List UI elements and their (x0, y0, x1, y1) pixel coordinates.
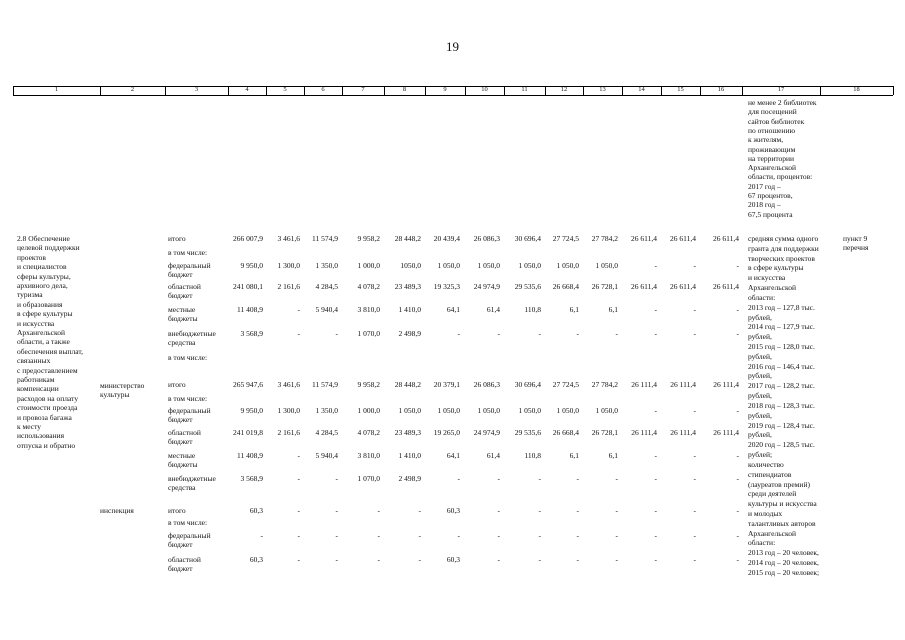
table-cell: - (497, 555, 500, 564)
measure-name-line: к месту (17, 422, 42, 431)
measure-name-line: работникам (17, 375, 55, 384)
indicator-line: и искусства (748, 273, 786, 283)
row-label: областной (168, 555, 201, 564)
indicator-line: культуры и искусства (748, 499, 817, 509)
indicator-line: и молодых (748, 508, 783, 518)
table-cell: 4 078,2 (357, 282, 380, 291)
table-cell: - (736, 451, 739, 460)
indicator-line: гранта для поддержки (748, 243, 819, 253)
table-cell: - (497, 329, 500, 338)
table-cell: - (736, 506, 739, 515)
table-cell: 26 728,1 (591, 428, 618, 437)
table-cell: 28 448,2 (394, 234, 421, 243)
column-number-9: 9 (443, 86, 447, 93)
table-cell: 26 611,4 (631, 282, 657, 291)
indicator-line: рублей, (748, 410, 772, 420)
table-cell: 3 461,6 (277, 234, 300, 243)
indicator-line: рублей; (748, 450, 773, 460)
table-cell: - (297, 531, 300, 540)
measure-name-line: с предоставлением (17, 365, 78, 375)
table-cell: 26 111,4 (670, 380, 696, 389)
table-cell: 1 050,0 (398, 406, 421, 415)
table-cell: 5 940,4 (315, 305, 338, 314)
table-cell: 64,1 (446, 451, 460, 460)
table-cell: - (615, 329, 618, 338)
measure-name-line: Архангельской (17, 328, 65, 337)
indicator-line: области: (748, 292, 776, 302)
table-cell: 2 161,6 (277, 282, 300, 291)
table-cell: - (576, 329, 579, 338)
table-cell: - (377, 555, 380, 564)
column-number-11: 11 (521, 86, 528, 93)
indicator-continuation-line: области, процентов: (748, 172, 813, 182)
table-cell: - (457, 329, 460, 338)
table-cell: - (654, 531, 657, 540)
indicator-line: 2013 год – 127,8 тыс. (748, 302, 815, 312)
row-label: в том числе: (168, 518, 208, 527)
table-cell: 26 611,4 (631, 234, 657, 243)
table-cell: 3 568,9 (240, 474, 263, 483)
measure-name-line: области, а также (17, 337, 70, 347)
measure-name-line: расходов на оплату (17, 393, 79, 403)
column-number-7: 7 (361, 86, 365, 93)
table-cell: 24 974,9 (473, 428, 500, 437)
table-cell: 6,1 (569, 451, 579, 460)
table-cell: - (418, 555, 421, 564)
table-cell: 2 161,6 (277, 428, 300, 437)
row-label: в том числе: (168, 353, 208, 362)
table-cell: 26 086,3 (473, 234, 500, 243)
indicator-line: средняя сумма одного (748, 234, 819, 243)
table-cell: 1 050,0 (518, 406, 541, 415)
table-cell: - (418, 506, 421, 515)
indicator-line: Архангельской (748, 528, 796, 538)
table-cell: 241 080,1 (233, 282, 263, 291)
row-label: областной (168, 282, 201, 291)
table-cell: 23 489,3 (394, 282, 421, 291)
table-cell: 1 000,0 (357, 406, 380, 415)
indicator-line: Архангельской (748, 283, 796, 293)
row-label: федеральный (168, 406, 211, 415)
table-cell: 1 050,0 (477, 406, 500, 415)
column-number-12: 12 (560, 86, 568, 93)
table-cell: - (736, 406, 739, 415)
indicator-continuation-line: 67,5 процента (748, 209, 793, 219)
indicator-line: 2016 год – 146,4 тыс. (748, 361, 815, 371)
table-cell: - (693, 451, 696, 460)
indicator-line: 2020 год – 128,5 тыс. (748, 440, 815, 450)
measure-name-line: сферы культуры, (17, 271, 71, 281)
page-number: 19 (446, 39, 459, 54)
table-cell: 24 974,9 (473, 282, 500, 291)
table-cell: 9 950,0 (240, 261, 263, 270)
table-cell: 1 050,0 (437, 406, 460, 415)
measure-name-line: проектов (17, 252, 46, 262)
indicator-line: творческих проектов (748, 253, 815, 263)
row-label: средства (168, 338, 196, 347)
row-label: внебюджетные (168, 474, 216, 483)
table-cell: 265 947,6 (233, 380, 263, 389)
table-cell: - (615, 474, 618, 483)
table-cell: 26 611,4 (713, 234, 739, 243)
table-cell: 26 111,4 (631, 380, 657, 389)
column-number-18: 18 (853, 86, 860, 93)
table-cell: - (297, 474, 300, 483)
table-cell: 1 050,0 (595, 261, 618, 270)
indicator-line: рублей, (748, 312, 772, 322)
column-number-17: 17 (777, 86, 785, 93)
table-cell: 11 574,9 (312, 380, 338, 389)
column-number-6: 6 (321, 86, 325, 93)
column-number-4: 4 (245, 86, 249, 93)
row-label: бюджеты (168, 314, 198, 323)
table-cell: 110,8 (524, 451, 541, 460)
indicator-line: 2019 год – 128,4 тыс. (748, 420, 815, 430)
table-cell: - (297, 329, 300, 338)
table-cell: - (736, 531, 739, 540)
table-cell: - (576, 506, 579, 515)
column-number-2: 2 (130, 86, 135, 93)
table-cell: 241 019,8 (233, 428, 263, 437)
table-cell: 26 668,4 (552, 282, 579, 291)
table-cell: 1 050,0 (595, 406, 618, 415)
table-cell: - (654, 451, 657, 460)
indicator-continuation-line: сайтов библиотек (748, 116, 805, 126)
table-cell: 27 784,2 (591, 234, 618, 243)
table-cell: 5 940,4 (315, 451, 338, 460)
table-cell: - (377, 506, 380, 515)
indicator-continuation-line: 2017 год – (748, 181, 781, 191)
executor-ministry-line: культуры (100, 390, 130, 400)
measure-name-line: использования (17, 431, 65, 441)
table-cell: - (418, 531, 421, 540)
table-cell: 1 070,0 (357, 329, 380, 338)
table-cell: - (335, 329, 338, 338)
column-number-15: 15 (677, 86, 684, 93)
table-cell: 6,1 (608, 305, 618, 314)
table-cell: 61,4 (486, 451, 500, 460)
row-label: итого (168, 506, 186, 515)
table-cell: 1 000,0 (357, 261, 380, 270)
table-cell: 1 050,0 (437, 261, 460, 270)
table-cell: - (693, 555, 696, 564)
measure-name-line: в сфере культуры (17, 309, 73, 319)
table-cell: 30 696,4 (514, 380, 541, 389)
table-cell: 26 611,4 (713, 282, 739, 291)
measure-name-line: обеспечения выплат, (17, 346, 83, 356)
table-cell: 1 070,0 (357, 474, 380, 483)
measure-name-line: и провоза багажа (17, 412, 72, 422)
table-cell: 1 050,0 (518, 261, 541, 270)
table-cell: - (693, 506, 696, 515)
table-cell: 60,3 (446, 506, 460, 515)
table-cell: - (654, 305, 657, 314)
table-cell: 20 439,4 (433, 234, 460, 243)
column-number-16: 16 (717, 86, 725, 93)
measure-name-line: связанных (17, 356, 51, 366)
table-cell: - (538, 474, 541, 483)
table-cell: 30 696,4 (514, 234, 541, 243)
indicator-line: рублей, (748, 391, 772, 401)
table-cell: - (497, 474, 500, 483)
table-cell: 28 448,2 (394, 380, 421, 389)
table-cell: 1 350,0 (315, 261, 338, 270)
table-cell: 29 535,6 (514, 428, 541, 437)
indicator-line: количество (748, 459, 784, 469)
measure-name-line: и образования (17, 299, 63, 309)
indicator-continuation-line: проживающим (748, 144, 796, 154)
indicator-line: среди деятелей (748, 489, 797, 499)
table-cell: 110,8 (524, 305, 541, 314)
table-cell: - (497, 531, 500, 540)
indicator-continuation-line: для посещений (748, 107, 797, 117)
table-cell: 266 007,9 (233, 234, 263, 243)
indicator-continuation-line: 2018 год – (748, 200, 781, 210)
indicator-line: рублей, (748, 332, 772, 342)
row-label: бюджет (168, 564, 193, 573)
row-label: федеральный (168, 531, 211, 540)
indicator-line: 2018 год – 128,3 тыс. (748, 400, 815, 410)
table-cell: 26 728,1 (591, 282, 618, 291)
table-cell: 19 325,3 (433, 282, 460, 291)
indicator-line: талантливых авторов (748, 518, 816, 528)
table-cell: - (497, 506, 500, 515)
measure-name-line: и искусства (17, 318, 55, 328)
table-cell: 1 410,0 (398, 451, 421, 460)
table-cell: - (297, 451, 300, 460)
table-cell: - (260, 531, 263, 540)
table-cell: - (335, 555, 338, 564)
row-label: федеральный (168, 261, 211, 270)
indicator-continuation-line: 67 процентов, (748, 191, 793, 200)
table-cell: 29 535,6 (514, 282, 541, 291)
table-cell: 26 611,4 (670, 282, 696, 291)
indicator-continuation-line: не менее 2 библиотек (748, 98, 817, 107)
indicator-line: области: (748, 538, 776, 548)
table-cell: 27 784,2 (591, 380, 618, 389)
row-label: в том числе: (168, 394, 208, 403)
row-label: бюджет (168, 291, 193, 300)
table-cell: 1050,0 (400, 261, 421, 270)
table-cell: 11 408,9 (237, 305, 263, 314)
table-cell: - (615, 555, 618, 564)
indicator-line: 2014 год – 127,9 тыс. (748, 322, 815, 332)
table-cell: 4 284,5 (315, 282, 338, 291)
table-cell: - (615, 531, 618, 540)
table-cell: - (654, 261, 657, 270)
table-cell: - (297, 555, 300, 564)
table-cell: 2 498,9 (398, 329, 421, 338)
row-label: областной (168, 428, 201, 437)
indicator-line: в сфере культуры (748, 263, 804, 273)
table-cell: - (538, 329, 541, 338)
row-label: бюджет (168, 415, 193, 424)
table-cell: 3 461,6 (277, 380, 300, 389)
table-cell: 11 574,9 (312, 234, 338, 243)
indicator-line: стипендиатов (748, 469, 792, 479)
table-cell: 64,1 (446, 305, 460, 314)
table-cell: - (538, 531, 541, 540)
table-cell: 9 958,2 (357, 380, 380, 389)
table-cell: 26 611,4 (670, 234, 696, 243)
row-label: средства (168, 483, 196, 492)
column-number-5: 5 (283, 86, 287, 93)
indicator-line: 2015 год – 20 человек; (748, 567, 820, 577)
column-number-14: 14 (638, 86, 645, 93)
measure-name-line: 2.8 Обеспечение (17, 234, 70, 243)
measure-name-line: и специалистов (17, 262, 67, 272)
table-cell: - (335, 506, 338, 515)
table-cell: - (654, 555, 657, 564)
table-cell: - (693, 531, 696, 540)
table-cell: 61,4 (486, 305, 500, 314)
table-cell: - (693, 406, 696, 415)
table-cell: 3 810,0 (357, 305, 380, 314)
table-cell: 60,3 (249, 506, 263, 515)
measure-name-line: целевой поддержки (17, 243, 80, 253)
table-cell: 4 078,2 (357, 428, 380, 437)
table-cell: 26 668,4 (552, 428, 579, 437)
table-cell: - (654, 406, 657, 415)
header-bottom-rule (13, 95, 893, 96)
indicator-line: 2014 год – 20 человек, (748, 558, 819, 568)
table-cell: 1 050,0 (556, 406, 579, 415)
table-cell: 23 489,3 (394, 428, 421, 437)
indicator-continuation-line: Архангельской (748, 163, 796, 173)
table-cell: 6,1 (569, 305, 579, 314)
table-cell: - (576, 474, 579, 483)
table-cell: - (457, 474, 460, 483)
table-cell: - (736, 555, 739, 564)
reference-line: пункт 9 (843, 234, 868, 243)
indicator-continuation-line: на территории (748, 153, 795, 163)
table-cell: 26 111,4 (670, 428, 696, 437)
table-cell: 6,1 (608, 451, 618, 460)
table-cell: 60,3 (446, 555, 460, 564)
executor-agency: инспекция (100, 506, 134, 515)
table-cell: 26 111,4 (631, 428, 657, 437)
table-cell: - (615, 506, 618, 515)
table-cell: 1 410,0 (398, 305, 421, 314)
table-cell: 60,3 (249, 555, 263, 564)
indicator-continuation-line: к жителям, (748, 135, 784, 145)
table-cell: 3 810,0 (357, 451, 380, 460)
table-cell: 9 950,0 (240, 406, 263, 415)
table-cell: - (693, 261, 696, 270)
table-cell: 26 086,3 (473, 380, 500, 389)
column-number-10: 10 (481, 86, 488, 93)
measure-name-line: стоимости проезда (17, 403, 78, 413)
table-cell: - (335, 531, 338, 540)
reference-line: перечня (843, 243, 869, 253)
row-label: бюджет (168, 270, 193, 279)
indicator-line: рублей, (748, 430, 772, 440)
table-cell: - (538, 555, 541, 564)
table-cell: - (693, 329, 696, 338)
row-label: в том числе: (168, 248, 208, 257)
row-label: бюджет (168, 540, 193, 549)
indicator-line: рублей, (748, 371, 772, 381)
table-cell: - (576, 531, 579, 540)
table-cell: 11 408,9 (237, 451, 263, 460)
table-cell: - (297, 506, 300, 515)
column-number-8: 8 (402, 86, 407, 93)
table-cell: 4 284,5 (315, 428, 338, 437)
table-cell: - (457, 531, 460, 540)
table-cell: 19 265,0 (433, 428, 460, 437)
row-label: бюджеты (168, 460, 198, 469)
column-number-3: 3 (194, 86, 199, 93)
table-cell: 3 568,9 (240, 329, 263, 338)
executor-ministry-line: министерство (100, 381, 145, 390)
table-cell: - (654, 506, 657, 515)
header-column-divider (893, 86, 894, 95)
row-label: итого (168, 380, 186, 389)
row-label: местные (168, 305, 196, 314)
indicator-line: рублей, (748, 351, 772, 361)
measure-name-line: архивного дела, (17, 281, 68, 290)
measure-name-line: туризма (17, 290, 43, 300)
table-cell: - (736, 261, 739, 270)
row-label: местные (168, 451, 196, 460)
row-label: внебюджетные (168, 329, 216, 338)
table-cell: - (693, 305, 696, 314)
indicator-line: 2015 год – 128,0 тыс. (748, 342, 815, 352)
table-cell: - (335, 474, 338, 483)
table-cell: 26 111,4 (713, 428, 739, 437)
table-cell: - (736, 305, 739, 314)
indicator-line: 2017 год – 128,2 тыс. (748, 381, 815, 391)
table-cell: - (654, 329, 657, 338)
table-cell: - (736, 474, 739, 483)
measure-name-line: отпуска и обратно (17, 440, 76, 450)
row-label: бюджет (168, 437, 193, 446)
indicator-line: (лауреатов премий) (748, 479, 810, 489)
table-cell: - (297, 305, 300, 314)
table-cell: 1 300,0 (277, 261, 300, 270)
table-cell: 26 111,4 (713, 380, 739, 389)
measure-name-line: компенсации (17, 384, 59, 394)
table-cell: - (693, 474, 696, 483)
indicator-continuation-line: по отношению (748, 125, 796, 135)
row-label: итого (168, 234, 186, 243)
table-cell: - (377, 531, 380, 540)
table-cell: 2 498,9 (398, 474, 421, 483)
column-number-1: 1 (54, 86, 59, 93)
table-cell: - (654, 474, 657, 483)
table-cell: - (576, 555, 579, 564)
table-cell: 27 724,5 (552, 380, 579, 389)
table-cell: 1 350,0 (315, 406, 338, 415)
table-cell: 27 724,5 (552, 234, 579, 243)
table-cell: - (736, 329, 739, 338)
table-cell: 1 050,0 (556, 261, 579, 270)
table-cell: - (538, 506, 541, 515)
column-number-13: 13 (599, 86, 606, 93)
table-cell: 9 958,2 (357, 234, 380, 243)
table-cell: 20 379,1 (433, 380, 460, 389)
table-cell: 1 050,0 (477, 261, 500, 270)
table-cell: 1 300,0 (277, 406, 300, 415)
indicator-line: 2013 год – 20 человек, (748, 548, 819, 558)
